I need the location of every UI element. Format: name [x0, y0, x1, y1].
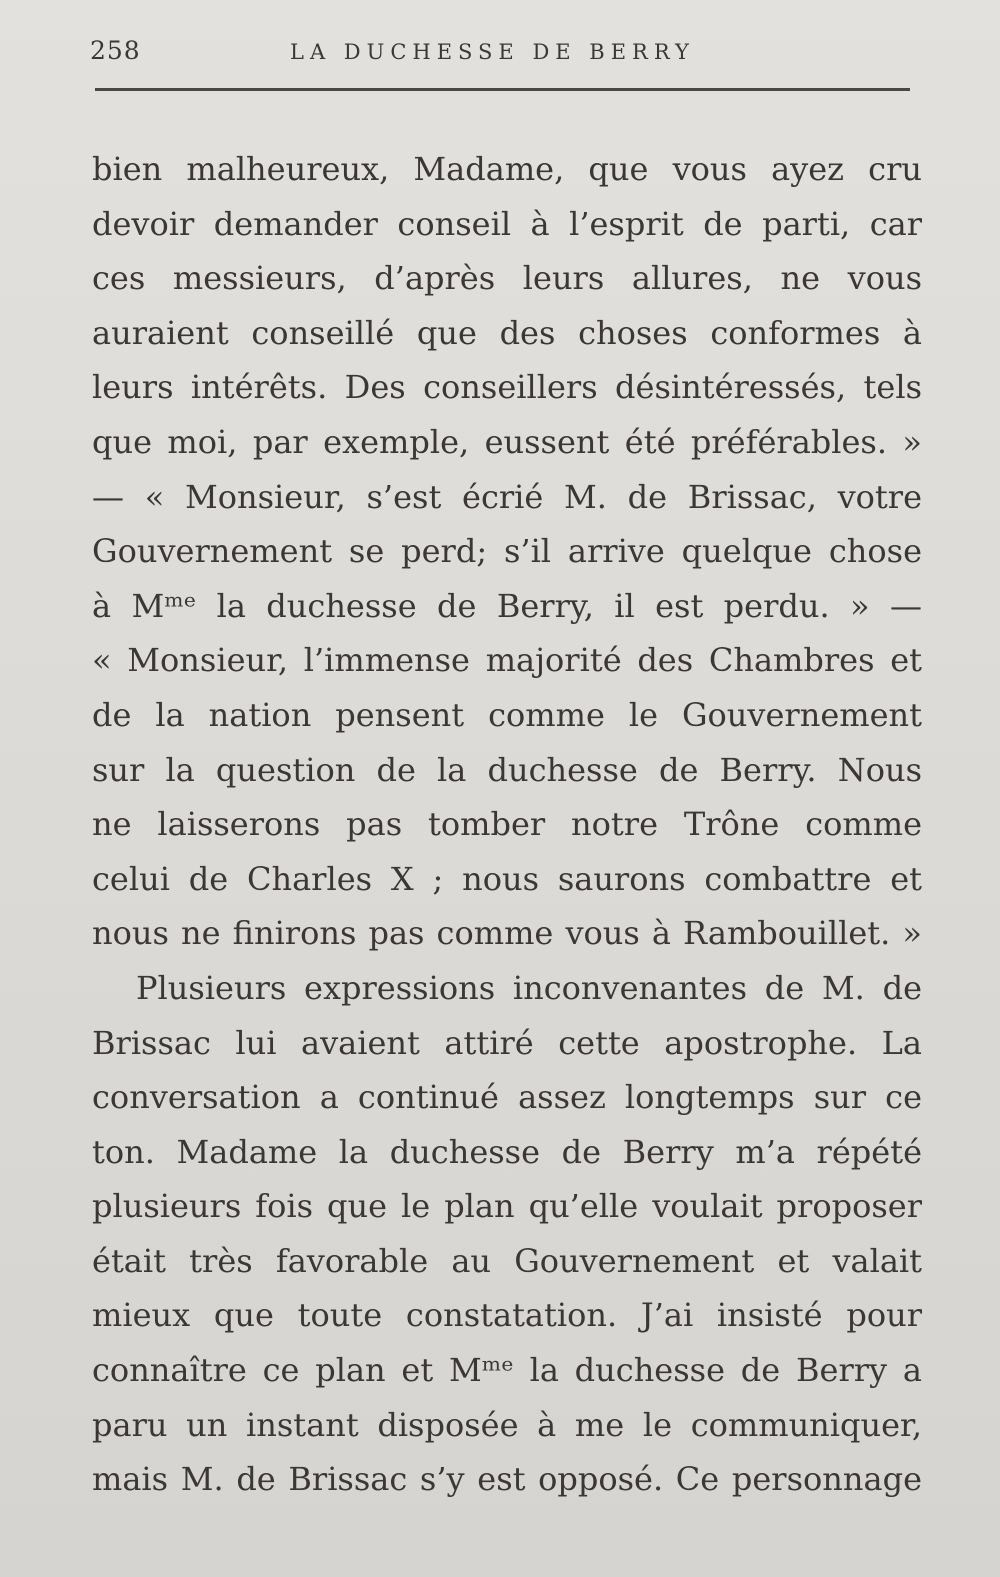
text-line: Brissac lui avaient attiré cette apostrophe. La: [92, 1023, 922, 1062]
body-text: [92, 142, 922, 1507]
header-rule: [95, 88, 910, 91]
text-line: celui de Charles X ; nous saurons combattre et: [92, 859, 922, 898]
text-line: était très favorable au Gouvernement et valait: [92, 1241, 922, 1280]
text-line: mais M. de Brissac s’y est opposé. Ce personnage: [92, 1460, 922, 1499]
text-line: ne laisserons pas tomber notre Trône comme: [92, 805, 922, 844]
text-line: plusieurs fois que le plan qu’elle voulait proposer: [92, 1187, 922, 1226]
text-line: auraient conseillé que des choses conformes à: [92, 313, 922, 352]
text-line: leurs intérêts. Des conseillers désintéressés, tels: [92, 368, 922, 407]
page-header: [90, 36, 910, 76]
text-line: sur la question de la duchesse de Berry. Nous: [92, 750, 922, 789]
text-line: paru un instant disposée à me le communiquer,: [92, 1405, 922, 1444]
text-line: bien malheureux, Madame, que vous ayez cru: [92, 150, 922, 188]
text-line: Gouvernement se perd; s’il arrive quelque chose: [92, 532, 922, 571]
text-line: connaître ce plan et Mᵐᵉ la duchesse de Berry a: [92, 1351, 922, 1390]
text-line: — « Monsieur, s’est écrié M. de Brissac, votre: [92, 477, 922, 516]
text-line: ton. Madame la duchesse de Berry m’a répété: [92, 1132, 922, 1171]
text-line: conversation a continué assez longtemps sur ce: [92, 1078, 922, 1117]
text-line: de la nation pensent comme le Gouvernement: [92, 695, 922, 734]
text-line: à Mᵐᵉ la duchesse de Berry, il est perdu. » —: [92, 586, 922, 625]
text-line: que moi, par exemple, eussent été préférables. »: [92, 422, 922, 461]
text-line: mieux que toute constatation. J’ai insisté pour: [92, 1296, 922, 1335]
text-line: « Monsieur, l’immense majorité des Chambres et: [92, 641, 922, 680]
page-number: 258: [90, 36, 141, 65]
text-line: ces messieurs, d’après leurs allures, ne vous: [92, 259, 922, 298]
text-line: nous ne finirons pas comme vous à Rambouillet. »: [92, 914, 922, 953]
running-head: LA DUCHESSE DE BERRY: [290, 40, 695, 64]
paragraph-start-line: Plusieurs expressions inconvenantes de M. de: [136, 968, 922, 1007]
text-line: devoir demander conseil à l’esprit de parti, car: [92, 204, 922, 243]
